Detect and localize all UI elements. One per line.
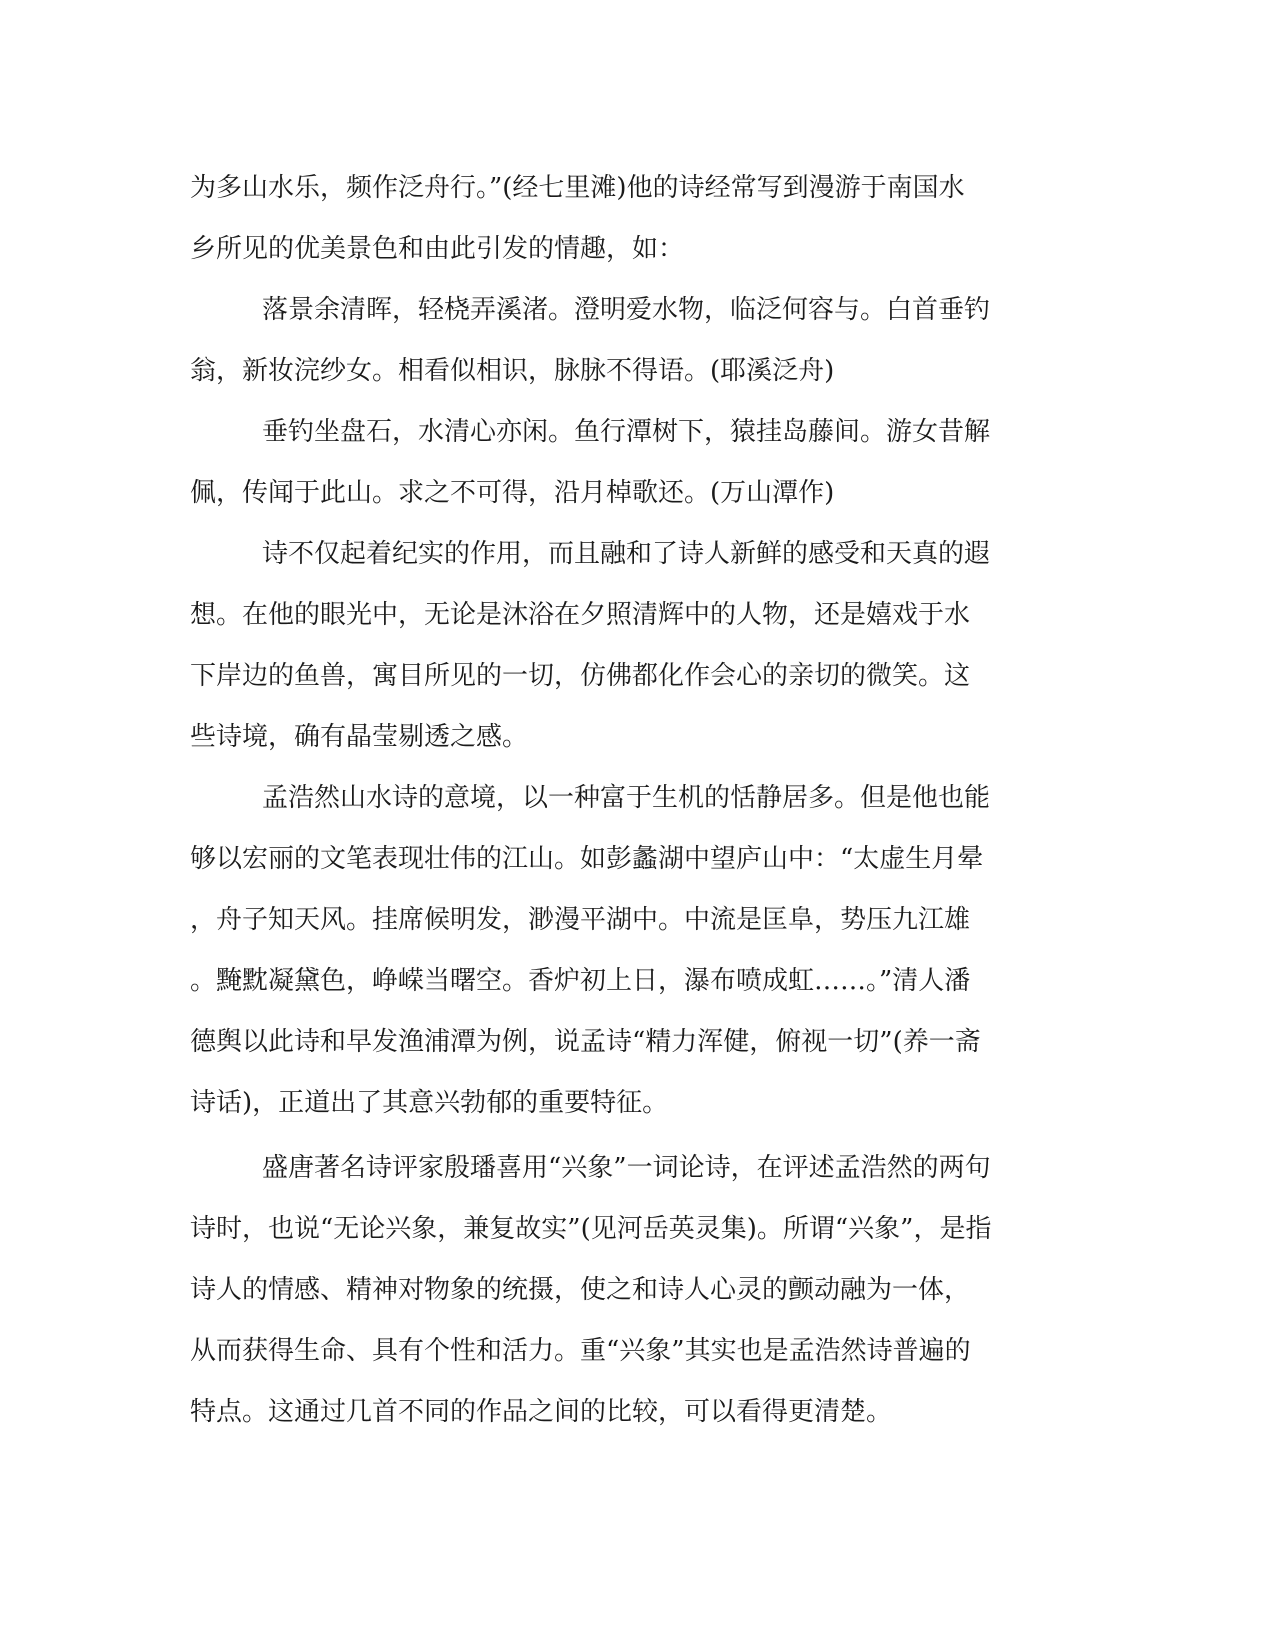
- poem-line: 落景余清晖，轻桡弄溪渚。澄明爱水物，临泛何容与。白首垂钓: [262, 295, 991, 325]
- paragraph-line: 够以宏丽的文笔表现壮伟的江山。如彭蠡湖中望庐山中：“太虚生月晕: [190, 844, 984, 874]
- text-line: 乡所见的优美景色和由此引发的情趣，如：: [190, 234, 685, 264]
- poem-line: 翁，新妆浣纱女。相看似相识，脉脉不得语。(耶溪泛舟): [190, 356, 835, 386]
- paragraph-line: 诗话)，正道出了其意兴勃郁的重要特征。: [190, 1088, 669, 1118]
- paragraph-line: 孟浩然山水诗的意境，以一种富于生机的恬静居多。但是他也能: [262, 783, 991, 813]
- paragraph-line: 想。在他的眼光中，无论是沐浴在夕照清辉中的人物，还是嬉戏于水: [190, 600, 971, 630]
- paragraph-line: 。黤黕凝黛色，峥嵘当曙空。香炉初上日，瀑布喷成虹……。”清人潘: [190, 966, 971, 996]
- paragraph-line: 特点。这通过几首不同的作品之间的比较，可以看得更清楚。: [190, 1397, 893, 1427]
- paragraph-line: 诗不仅起着纪实的作用，而且融和了诗人新鲜的感受和天真的遐: [262, 539, 991, 569]
- paragraph-line: 德舆以此诗和早发渔浦潭为例，说孟诗“精力浑健，俯视一切”(养一斋: [190, 1027, 981, 1057]
- paragraph-line: ，舟子知天风。挂席候明发，渺漫平湖中。中流是匡阜，势压九江雄: [190, 905, 971, 935]
- poem-line: 垂钓坐盘石，水清心亦闲。鱼行潭树下，猿挂岛藤间。游女昔解: [262, 417, 991, 447]
- paragraph-line: 些诗境，确有晶莹剔透之感。: [190, 722, 529, 752]
- paragraph-line: 诗时，也说“无论兴象，兼复故实”(见河岳英灵集)。所谓“兴象”，是指: [190, 1214, 992, 1244]
- body-text: [190, 158, 1070, 1443]
- paragraph-line: 盛唐著名诗评家殷璠喜用“兴象”一词论诗，在评述孟浩然的两句: [262, 1153, 991, 1183]
- paragraph-line: 从而获得生命、具有个性和活力。重“兴象”其实也是孟浩然诗普遍的: [190, 1336, 971, 1366]
- paragraph-line: 诗人的情感、精神对物象的统摄，使之和诗人心灵的颤动融为一体，: [190, 1275, 971, 1305]
- text-line: 为多山水乐，频作泛舟行。”(经七里滩)他的诗经常写到漫游于南国水: [190, 173, 965, 203]
- paragraph-line: 下岸边的鱼兽，寓目所见的一切，仿佛都化作会心的亲切的微笑。这: [190, 661, 971, 691]
- poem-line: 佩，传闻于此山。求之不可得，沿月棹歌还。(万山潭作): [190, 478, 835, 508]
